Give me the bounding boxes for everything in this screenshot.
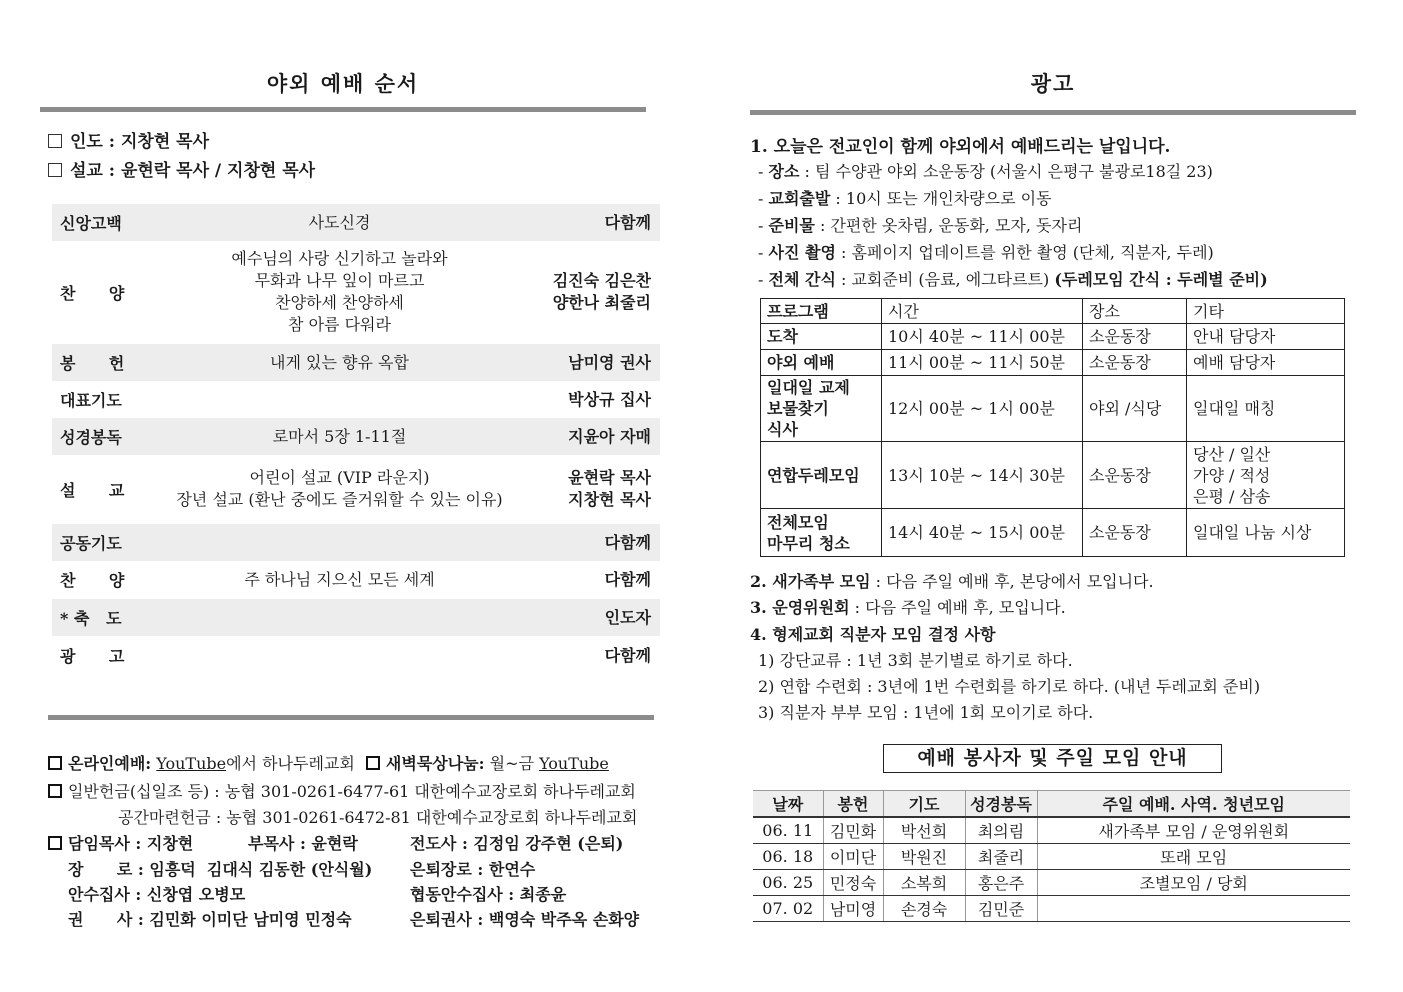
order-item: 성경봉독 bbox=[60, 428, 122, 447]
service-row: 07. 02 남미영 손경숙 김민준 bbox=[753, 896, 1350, 922]
staff-row-4: 권 사 : 김민화 이미단 남미영 민정숙 bbox=[68, 910, 352, 929]
right-title-rule bbox=[750, 110, 1356, 115]
ad-item-1-line: - 준비물 : 간편한 옷차림, 운동화, 모자, 돗자리 bbox=[758, 216, 1083, 235]
order-item: 광 고 bbox=[60, 647, 125, 666]
order-person: 다함께 bbox=[604, 212, 651, 232]
order-item: * 축 도 bbox=[60, 609, 122, 628]
program-name-cell: 전체모임 마무리 청소 bbox=[761, 509, 882, 557]
program-header-row: 프로그램 시간 장소 기타 bbox=[761, 299, 1345, 324]
program-row: 연합두레모임 13시 10분 ~ 14시 30분 소운동장 당산 / 일산 가양 / 적성 은평 / 삼송 bbox=[761, 442, 1345, 509]
square-bullet-icon bbox=[48, 836, 62, 850]
program-row: 야외 예배 11시 00분 ~ 11시 50분 소운동장 예배 담당자 bbox=[761, 350, 1345, 376]
leader-value: 윤현락 목사 / 지창현 목사 bbox=[120, 161, 316, 181]
order-person: 남미영 권사 bbox=[568, 352, 651, 372]
service-row: 06. 11 김민화 박선희 최의림 새가족부 모임 / 운영위원회 bbox=[753, 817, 1350, 844]
service-row: 06. 25 민정숙 소복희 홍은주 조별모임 / 당회 bbox=[753, 870, 1350, 896]
service-row: 06. 18 이미단 박원진 최줄리 또래 모임 bbox=[753, 844, 1350, 870]
order-content: 로마서 5장 1-11절 bbox=[272, 426, 407, 446]
program-table bbox=[760, 298, 1345, 557]
offering-line-1: 일반헌금(십일조 등) : 농협 301-0261-6477-61 대한예수교장로회 하나두레교회 bbox=[48, 779, 636, 802]
square-bullet-icon bbox=[48, 756, 62, 770]
order-row-benediction bbox=[52, 599, 660, 636]
order-row-praise bbox=[52, 246, 660, 338]
program-etc-cell: 당산 / 일산 가양 / 적성 은평 / 삼송 bbox=[1187, 442, 1345, 509]
ad-item-1-line: - 장소 : 팀 수양관 야외 소운동장 (서울시 은평구 불광로18길 23) bbox=[758, 162, 1213, 181]
ad-item-3: 3. 운영위원회 : 다음 주일 예배 후, 모입니다. bbox=[750, 598, 1066, 617]
ad-item-4-line: 2) 연합 수련회 : 3년에 1번 수련회를 하기로 하다. (내년 두레교회 준비) bbox=[758, 677, 1261, 696]
order-content: 사도신경 bbox=[308, 212, 371, 232]
program-row: 도착 10시 40분 ~ 11시 00분 소운동장 안내 담당자 bbox=[761, 324, 1345, 350]
order-item: 찬 양 bbox=[60, 283, 125, 303]
youtube-link[interactable]: YouTube bbox=[156, 754, 227, 773]
leader-line-1: 인도 : 지창현 목사 bbox=[48, 127, 209, 152]
offering-line-2: 공간마련헌금 : 농협 301-0261-6472-81 대한예수교장로회 하나두레교회 bbox=[118, 808, 638, 827]
leader-label: 설교 bbox=[70, 161, 103, 181]
ad-item-4-line: 3) 직분자 부부 모임 : 1년에 1회 모이기로 하다. bbox=[758, 703, 1094, 722]
leader-line-2: 설교 : 윤현락 목사 / 지창현 목사 bbox=[48, 156, 315, 181]
program-row: 전체모임 마무리 청소 14시 40분 ~ 15시 00분 소운동장 일대일 나눔 시상 bbox=[761, 509, 1345, 557]
order-row-common-prayer bbox=[52, 524, 660, 561]
order-item: 대표기도 bbox=[60, 391, 122, 410]
checkbox-icon bbox=[48, 163, 62, 177]
order-person: 지윤아 자매 bbox=[568, 426, 651, 446]
order-row-praise-2 bbox=[52, 561, 660, 598]
ad-item-1-line: - 전체 간식 : 교회준비 (음료, 에그타르트) (두레모임 간식 : 두레별 준비) bbox=[758, 270, 1268, 289]
staff-row-2: 장 로 : 임흥덕 김대식 김동한 (안식월) bbox=[68, 860, 373, 879]
square-bullet-icon bbox=[48, 784, 62, 798]
ad-item-1-line: - 교회출발 : 10시 또는 개인차량으로 이동 bbox=[758, 189, 1052, 208]
leader-value: 지창현 목사 bbox=[120, 132, 210, 152]
order-content: 예수님의 사랑 신기하고 놀라와 무화과 나무 잎이 마르고 찬양하세 찬양하세 참 아름 다워라 bbox=[231, 249, 448, 334]
leader-label: 인도 bbox=[70, 132, 103, 152]
order-content: 어린이 설교 (VIP 라운지) 장년 설교 (환난 중에도 즐거워할 수 있는 이유) bbox=[176, 468, 503, 509]
order-person: 윤현락 목사 지창현 목사 bbox=[568, 468, 651, 509]
program-row: 일대일 교제 보물찾기 식사 12시 00분 ~ 1시 00분 야외 /식당 일대일 매칭 bbox=[761, 376, 1345, 442]
youtube-link[interactable]: YouTube bbox=[539, 754, 609, 773]
order-item: 신앙고백 bbox=[60, 214, 122, 233]
order-item: 찬 양 bbox=[60, 571, 125, 590]
left-title-rule bbox=[40, 107, 646, 112]
order-person: 박상규 집사 bbox=[568, 389, 651, 409]
ad-item-1-head: 1. 오늘은 전교인이 함께 야외에서 예배드리는 날입니다. bbox=[750, 137, 1171, 157]
staff-row-1: 담임목사 : 지창현 bbox=[48, 831, 193, 854]
order-row-sermon bbox=[52, 458, 660, 520]
staff-row-3: 안수집사 : 신창엽 오병모 bbox=[68, 885, 246, 904]
order-item: 공동기도 bbox=[60, 534, 122, 553]
order-person: 다함께 bbox=[604, 645, 651, 665]
staff-retired-elder: 은퇴장로 : 한연수 bbox=[410, 860, 536, 879]
right-page-title: 광고 bbox=[1030, 71, 1076, 96]
service-section-title: 예배 봉사자 및 주일 모임 안내 bbox=[883, 744, 1222, 773]
staff-retired-deaconess: 은퇴권사 : 백영숙 박주옥 손화양 bbox=[410, 910, 640, 929]
order-row-scripture bbox=[52, 418, 660, 455]
online-worship-line: 온라인예배: YouTube에서 하나두레교회 새벽묵상나눔: 월~금 YouTube bbox=[48, 751, 609, 774]
service-table bbox=[753, 790, 1350, 922]
order-row-announcements bbox=[52, 637, 660, 674]
staff-coop-deacon: 협동안수집사 : 최종윤 bbox=[410, 885, 567, 904]
order-row-offering bbox=[52, 344, 660, 381]
left-bottom-rule bbox=[48, 715, 654, 720]
staff-evangelist: 전도사 : 김정임 강주현 (은퇴) bbox=[410, 834, 624, 853]
order-content: 주 하나님 지으신 모든 세계 bbox=[244, 569, 435, 589]
square-bullet-icon bbox=[366, 756, 380, 770]
checkbox-icon bbox=[48, 134, 62, 148]
order-row-prayer bbox=[52, 381, 660, 418]
order-row-creed bbox=[52, 204, 660, 241]
ad-item-1-line: - 사진 촬영 : 홈페이지 업데이트를 위한 촬영 (단체, 직분자, 두레) bbox=[758, 243, 1214, 262]
ad-item-2: 2. 새가족부 모임 : 다음 주일 예배 후, 본당에서 모입니다. bbox=[750, 572, 1154, 591]
staff-assoc: 부목사 : 윤현락 bbox=[248, 834, 358, 853]
ad-item-4-line: 1) 강단교류 : 1년 3회 분기별로 하기로 하다. bbox=[758, 651, 1073, 670]
order-content: 내게 있는 향유 옥합 bbox=[270, 352, 409, 372]
service-header-row: 날짜 봉헌 기도 성경봉독 주일 예배. 사역. 청년모임 bbox=[753, 791, 1350, 818]
program-name-cell: 일대일 교제 보물찾기 식사 bbox=[761, 376, 882, 442]
order-item: 설 교 bbox=[60, 480, 125, 500]
left-page-title: 야외 예배 순서 bbox=[266, 71, 420, 96]
order-person: 다함께 bbox=[604, 569, 651, 589]
order-person: 인도자 bbox=[604, 607, 651, 627]
ad-item-4-head: 4. 형제교회 직분자 모임 결정 사항 bbox=[750, 625, 996, 644]
order-item: 봉 헌 bbox=[60, 354, 125, 373]
order-person: 김진숙 김은찬 양한나 최줄리 bbox=[552, 271, 651, 312]
order-person: 다함께 bbox=[604, 532, 651, 552]
